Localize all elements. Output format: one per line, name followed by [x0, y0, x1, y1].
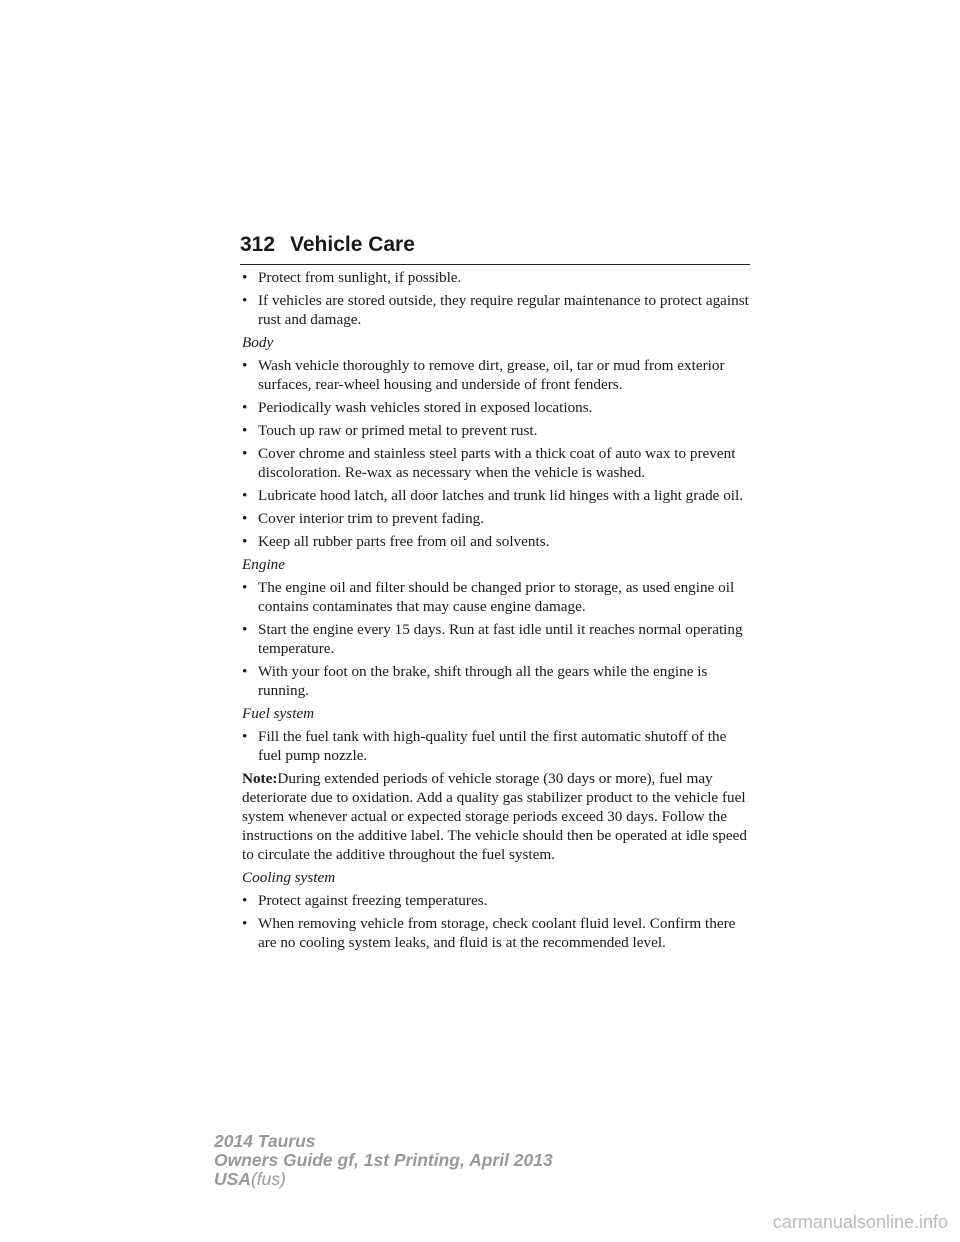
list-item [242, 398, 752, 417]
list-item [242, 356, 752, 394]
page-content [242, 268, 752, 956]
bullet-dot: • [242, 728, 248, 745]
list-item [242, 532, 752, 551]
footer-region-code: (fus) [250, 1169, 286, 1189]
bullet-dot: • [242, 510, 248, 527]
list-item [242, 727, 752, 765]
subheading-fuel-system: Fuel system [242, 705, 315, 722]
list-item [242, 421, 752, 440]
subheading-engine: Engine [242, 556, 286, 573]
bullet-dot: • [242, 663, 248, 680]
list-item-text: Wash vehicle thoroughly to remove dirt, grease, oil, tar or mud from exterior surfaces, rear-wheel housing and underside of front fenders. [258, 357, 725, 393]
list-item [242, 268, 752, 287]
list-item [242, 891, 752, 910]
list-item-text: Start the engine every 15 days. Run at fast idle until it reaches normal operating temperature. [258, 621, 743, 657]
page-number: 312 [240, 233, 276, 256]
list-item-text: If vehicles are stored outside, they require regular maintenance to protect against rust and damage. [258, 292, 749, 328]
list-item [242, 291, 752, 329]
footer-model: 2014 Taurus [214, 1131, 316, 1151]
bullet-dot: • [242, 487, 248, 504]
footer-edition: Owners Guide gf, 1st Printing, April 2013 [214, 1150, 553, 1170]
list-item-text: Protect against freezing temperatures. [258, 892, 488, 909]
note-text: During extended periods of vehicle storage (30 days or more), fuel may deteriorate due to oxidation. Add a quality gas stabilizer product to the vehicle fuel system whenever actual or expected storage periods exceed 30 days. Follow the instructions on the additive label. The vehicle should then be operated at idle speed to circulate the additive throughout the fuel system. [242, 770, 747, 863]
list-item-text: Fill the fuel tank with high-quality fuel until the first automatic shutoff of the fuel pump nozzle. [258, 728, 727, 764]
bullet-dot: • [242, 892, 248, 909]
list-item-text: Cover chrome and stainless steel parts with a thick coat of auto wax to prevent discoloration. Re-wax as necessary when the vehicle is washed. [258, 445, 736, 481]
bullet-dot: • [242, 269, 248, 286]
subheading-cooling-system: Cooling system [242, 869, 336, 886]
list-item [242, 444, 752, 482]
page-footer [214, 1132, 553, 1189]
list-item [242, 620, 752, 658]
list-item-text: The engine oil and filter should be changed prior to storage, as used engine oil contains contaminates that may cause engine damage. [258, 579, 735, 615]
list-item [242, 662, 752, 700]
list-item [242, 486, 752, 505]
list-item-text: Lubricate hood latch, all door latches and trunk lid hinges with a light grade oil. [258, 487, 744, 504]
list-item-text: With your foot on the brake, shift through all the gears while the engine is running. [258, 663, 708, 699]
subheading-body: Body [242, 334, 274, 351]
section-title: Vehicle Care [290, 233, 415, 256]
note-paragraph [242, 769, 752, 864]
list-item-text: Protect from sunlight, if possible. [258, 269, 462, 286]
bullet-dot: • [242, 357, 248, 374]
bullet-dot: • [242, 292, 248, 309]
list-item-text: Keep all rubber parts free from oil and solvents. [258, 533, 550, 550]
bullet-dot: • [242, 579, 248, 596]
list-item-text: When removing vehicle from storage, check coolant fluid level. Confirm there are no cooling system leaks, and fluid is at the recommended level. [258, 915, 736, 951]
page-header [240, 230, 750, 265]
bullet-dot: • [242, 399, 248, 416]
list-item [242, 914, 752, 952]
footer-region-name: USA [214, 1169, 251, 1189]
bullet-dot: • [242, 915, 248, 932]
bullet-dot: • [242, 533, 248, 550]
bullet-dot: • [242, 422, 248, 439]
bullet-dot: • [242, 445, 248, 462]
list-item-text: Touch up raw or primed metal to prevent rust. [258, 422, 538, 439]
list-item [242, 509, 752, 528]
list-item [242, 578, 752, 616]
note-label: Note: [242, 770, 278, 787]
list-item-text: Periodically wash vehicles stored in exposed locations. [258, 399, 593, 416]
watermark-text: carmanualsonline.info [772, 1212, 948, 1232]
bullet-dot: • [242, 621, 248, 638]
list-item-text: Cover interior trim to prevent fading. [258, 510, 485, 527]
footer-region [214, 1170, 553, 1189]
